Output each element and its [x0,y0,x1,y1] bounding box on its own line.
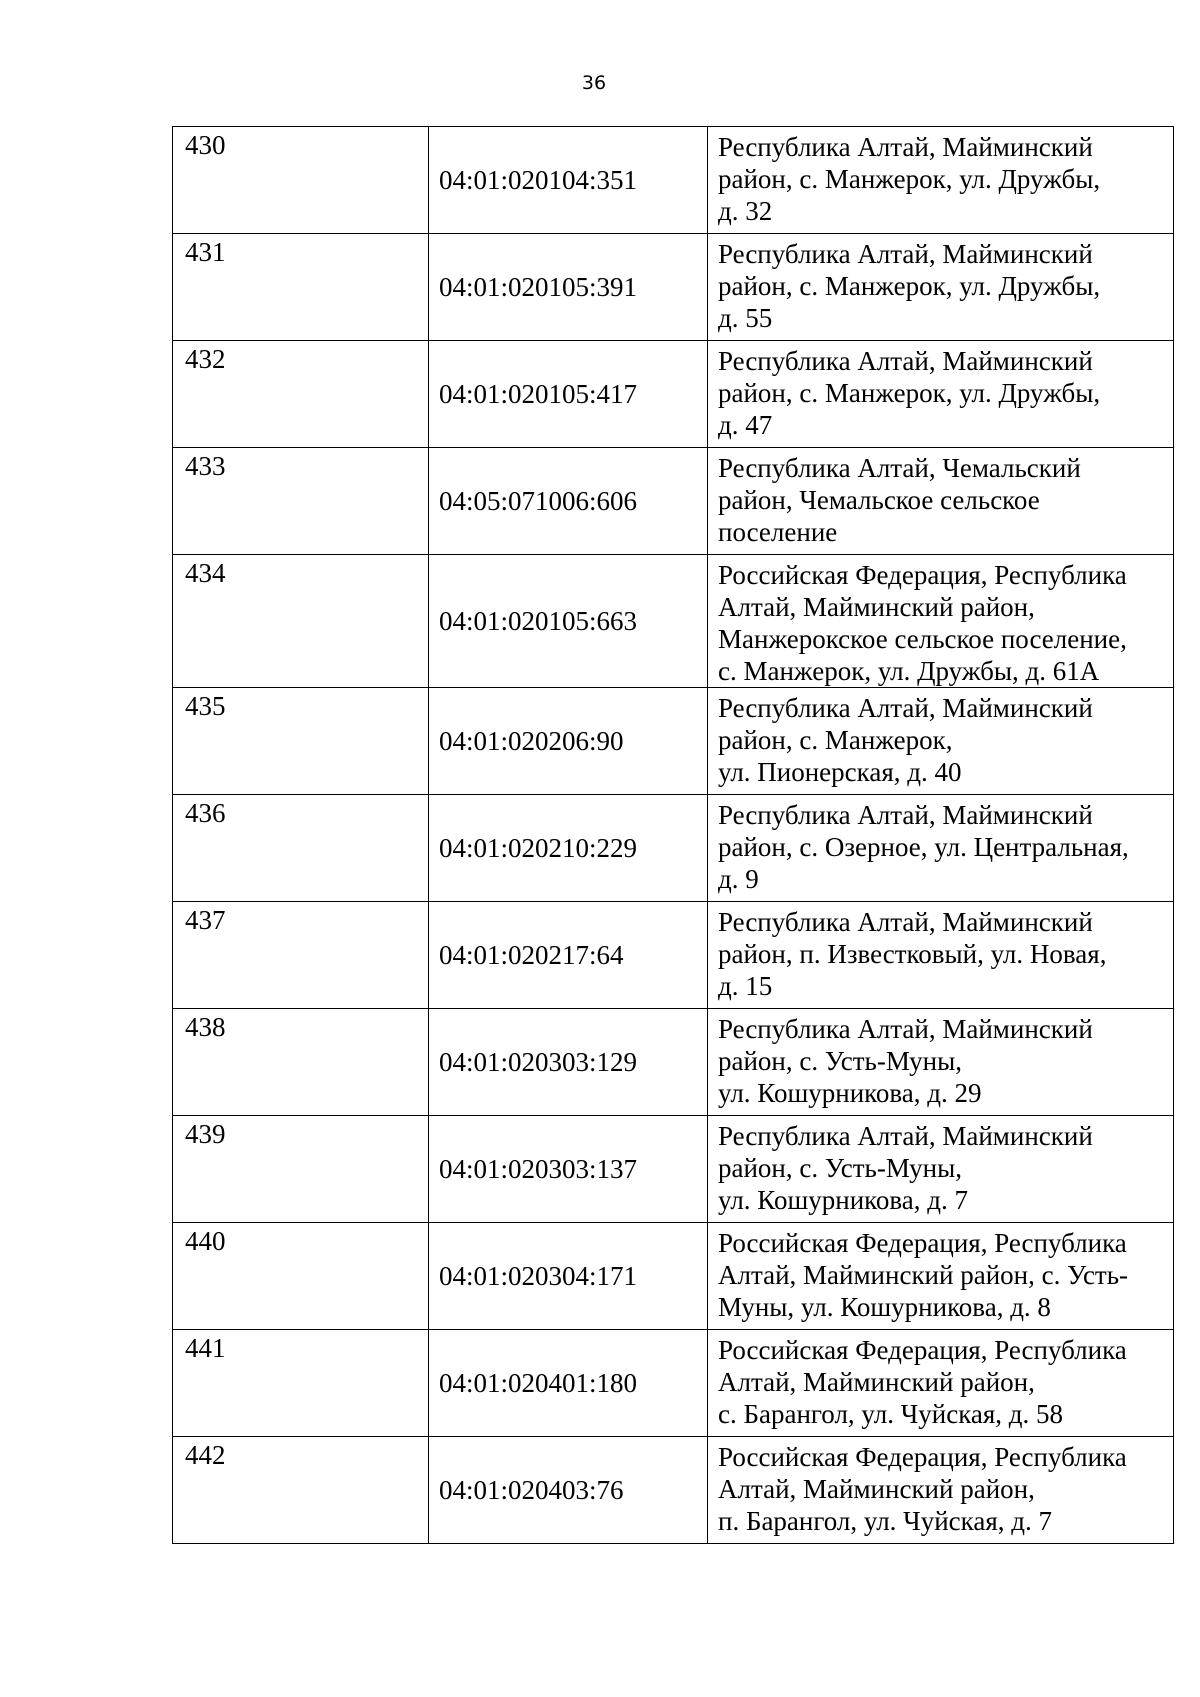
table-row [173,555,1174,688]
address-line: д. 55 [718,303,773,333]
address-line: Республика Алтай, Чемальский [718,453,1081,483]
table-row [173,1009,1174,1116]
row-number: 436 [173,795,429,902]
address-line: Алтай, Майминский район, [718,1367,1035,1397]
address [708,555,1174,688]
address [708,234,1174,341]
address-line: район, с. Манжерок, ул. Дружбы, [718,164,1101,194]
cadastral-number: 04:01:020105:391 [429,234,708,341]
address-line: район, с. Усть-Муны, [718,1153,963,1183]
row-number: 434 [173,555,429,688]
row-number: 431 [173,234,429,341]
cadastral-number: 04:01:020403:76 [429,1437,708,1544]
address-line: Республика Алтай, Майминский [718,800,1093,830]
address-line: Республика Алтай, Майминский [718,1121,1093,1151]
address-line: Муны, ул. Кошурникова, д. 8 [718,1292,1051,1322]
table-row [173,127,1174,234]
address-line: район, с. Манжерок, [718,725,953,755]
cadastral-number: 04:01:020105:663 [429,555,708,688]
address-line: ул. Кошурникова, д. 7 [718,1185,969,1215]
cadastral-number: 04:01:020206:90 [429,688,708,795]
address [708,1223,1174,1330]
table-body [173,127,1174,1544]
row-number: 442 [173,1437,429,1544]
land-plot-table [172,126,1174,1544]
row-number: 440 [173,1223,429,1330]
address-line: п. Барангол, ул. Чуйская, д. 7 [718,1506,1053,1536]
address-line: поселение [718,517,838,547]
address [708,127,1174,234]
address-line: д. 9 [718,864,759,894]
row-number: 437 [173,902,429,1009]
address [708,341,1174,448]
address-line: Российская Федерация, Республика [718,1335,1127,1365]
address-line: район, с. Усть-Муны, [718,1046,963,1076]
address-line: Республика Алтай, Майминский [718,346,1093,376]
address [708,1116,1174,1223]
cadastral-number: 04:01:020105:417 [429,341,708,448]
table-row [173,795,1174,902]
address [708,1437,1174,1544]
row-number: 430 [173,127,429,234]
address [708,448,1174,555]
cadastral-number: 04:01:020401:180 [429,1330,708,1437]
table-row [173,902,1174,1009]
cadastral-number: 04:01:020217:64 [429,902,708,1009]
address-line: Республика Алтай, Майминский [718,907,1093,937]
address [708,1330,1174,1437]
address-line: д. 47 [718,410,773,440]
row-number: 439 [173,1116,429,1223]
table-row [173,448,1174,555]
address-line: Российская Федерация, Республика [718,1442,1127,1472]
address-line: с. Манжерок, ул. Дружбы, д. 61А [718,656,1100,686]
row-number: 433 [173,448,429,555]
address-line: ул. Кошурникова, д. 29 [718,1078,982,1108]
address-line: район, п. Известковый, ул. Новая, [718,939,1107,969]
table-row [173,688,1174,795]
cadastral-number: 04:01:020210:229 [429,795,708,902]
table-row [173,1116,1174,1223]
address-line: д. 32 [718,196,773,226]
address-line: Республика Алтай, Майминский [718,693,1093,723]
address-line: д. 15 [718,971,773,1001]
table-row [173,1437,1174,1544]
page-number: 36 [581,72,607,94]
address-line: район, Чемальское сельское [718,485,1040,515]
address-line: Алтай, Майминский район, с. Усть- [718,1260,1129,1290]
address [708,1009,1174,1116]
address-line: Российская Федерация, Республика [718,1228,1127,1258]
address-line: Республика Алтай, Майминский [718,239,1093,269]
address-line: ул. Пионерская, д. 40 [718,757,962,787]
row-number: 435 [173,688,429,795]
address-line: район, с. Озерное, ул. Центральная, [718,832,1129,862]
address [708,688,1174,795]
address [708,795,1174,902]
cadastral-number: 04:01:020304:171 [429,1223,708,1330]
cadastral-number: 04:05:071006:606 [429,448,708,555]
table-row [173,234,1174,341]
address-line: с. Барангол, ул. Чуйская, д. 58 [718,1399,1064,1429]
row-number: 438 [173,1009,429,1116]
table-row [173,1223,1174,1330]
cadastral-number: 04:01:020104:351 [429,127,708,234]
cadastral-number: 04:01:020303:129 [429,1009,708,1116]
address-line: Манжерокское сельское поселение, [718,624,1127,654]
row-number: 432 [173,341,429,448]
address-line: район, с. Манжерок, ул. Дружбы, [718,271,1101,301]
address-line: Российская Федерация, Республика [718,560,1127,590]
table-row [173,1330,1174,1437]
address-line: Алтай, Майминский район, [718,592,1035,622]
address-line: район, с. Манжерок, ул. Дружбы, [718,378,1101,408]
address-line: Республика Алтай, Майминский [718,1014,1093,1044]
address-line: Алтай, Майминский район, [718,1474,1035,1504]
table-row [173,341,1174,448]
address [708,902,1174,1009]
row-number: 441 [173,1330,429,1437]
address-line: Республика Алтай, Майминский [718,132,1093,162]
cadastral-number: 04:01:020303:137 [429,1116,708,1223]
